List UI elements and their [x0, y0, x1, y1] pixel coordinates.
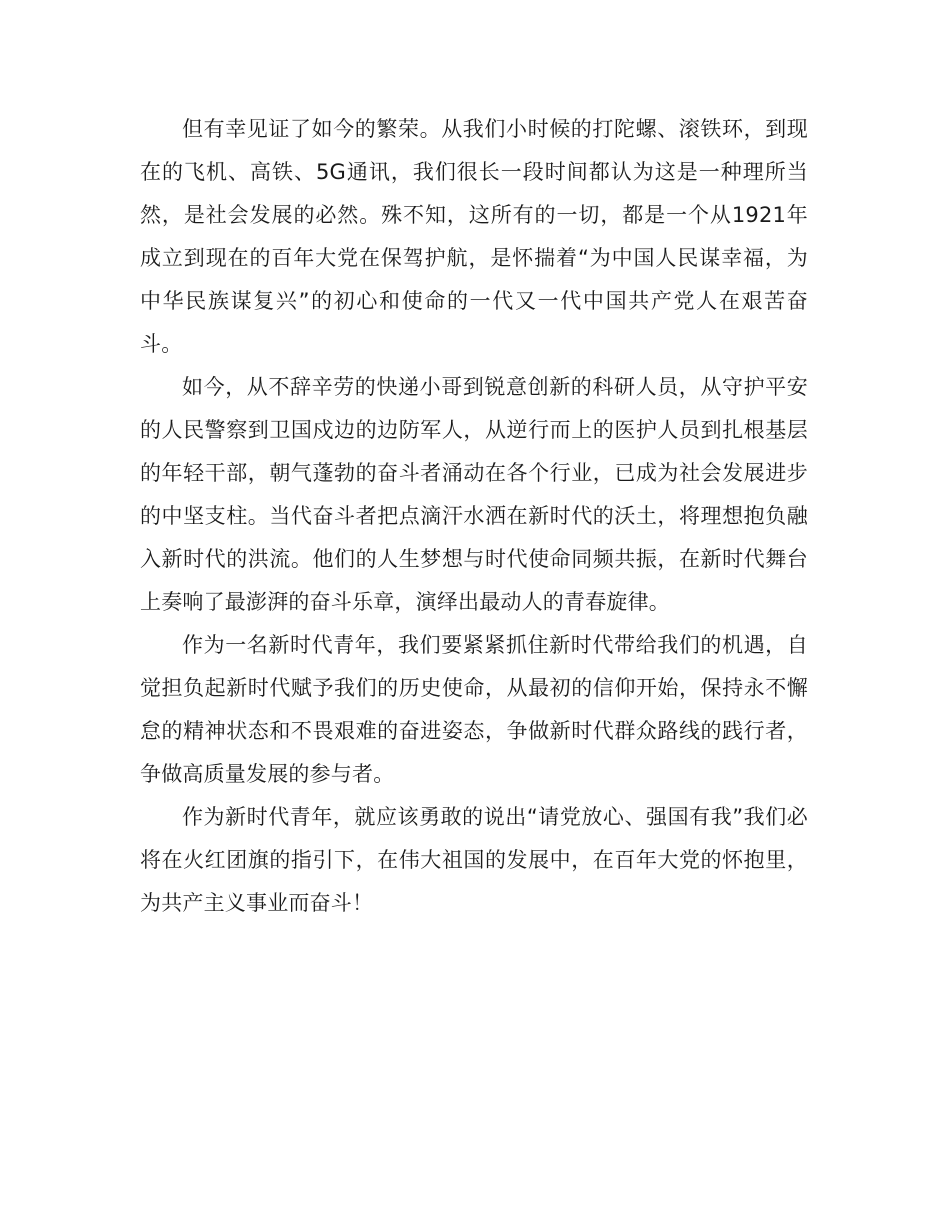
paragraph-4: 作为新时代青年，就应该勇敢的说出“请党放心、强国有我”我们必将在火红团旗的指引下，在伟大祖国的发展中，在百年大党的怀抱里，为共产主义事业而奋斗！ — [140, 805, 808, 915]
paragraph-1: 但有幸见证了如今的繁荣。从我们小时候的打陀螺、滚铁环，到现在的飞机、高铁、5G通讯，我们很长一段时间都认为这是一种理所当然，是社会发展的必然。殊不知，这所有的一切，都是一个从1921年成立到现在的百年大党在保驾护航，是怀揣着“为中国人民谋幸福，为中华民族谋复兴”的初心和使命的一代又一代中国共产党人在艰苦奋斗。 — [140, 117, 808, 356]
document-page — [140, 108, 808, 925]
paragraph-3: 作为一名新时代青年，我们要紧紧抓住新时代带给我们的机遇，自觉担负起新时代赋予我们的历史使命，从最初的信仰开始，保持永不懈怠的精神状态和不畏艰难的奋进姿态，争做新时代群众路线的践行者，争做高质量发展的参与者。 — [140, 633, 808, 786]
paragraph-2: 如今，从不辞辛劳的快递小哥到锐意创新的科研人员，从守护平安的人民警察到卫国戍边的边防军人，从逆行而上的医护人员到扎根基层的年轻干部，朝气蓬勃的奋斗者涌动在各个行业，已成为社会发展进步的中坚支柱。当代奋斗者把点滴汗水洒在新时代的沃土，将理想抱负融入新时代的洪流。他们的人生梦想与时代使命同频共振，在新时代舞台上奏响了最澎湃的奋斗乐章，演绎出最动人的青春旋律。 — [140, 375, 808, 614]
